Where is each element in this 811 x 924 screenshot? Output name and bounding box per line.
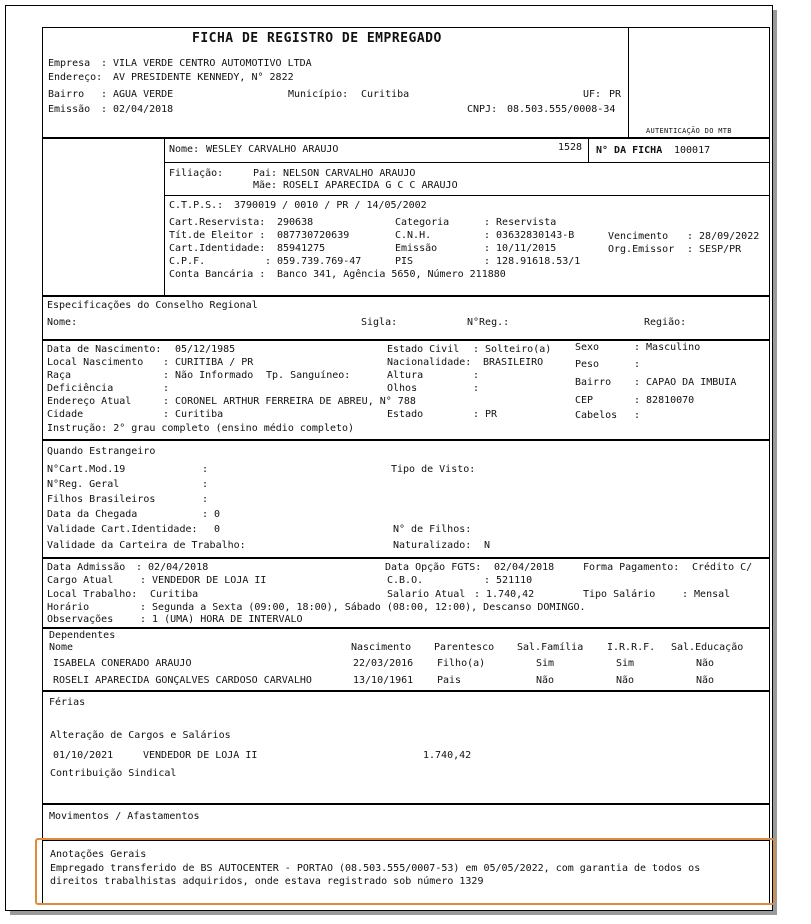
alteracao-cargo: VENDEDOR DE LOJA II [143, 750, 258, 761]
eleitor-label: Tít.de Eleitor : [169, 230, 266, 241]
auth-divider [628, 27, 629, 138]
sexo-value: : Masculino [634, 342, 701, 353]
orgao-value: : SESP/PR [687, 244, 742, 255]
deficiencia-value: : [163, 383, 170, 394]
estrangeiro-heading: Quando Estrangeiro [47, 446, 156, 457]
filiacao-row-line [164, 195, 770, 196]
chegada-value: : 0 [202, 509, 221, 520]
endereco-atual-label: Endereço Atual [47, 396, 132, 407]
validade-ident-label: Validade Cart.Identidade: [47, 524, 198, 535]
salario-value: : 1.740,42 [474, 589, 535, 600]
pai-value: NELSON CARVALHO ARAUJO [283, 168, 416, 179]
olhos-value: : [473, 383, 480, 394]
pis-label: PIS [395, 256, 414, 267]
anotacoes-line-1: Empregado transferido de BS AUTOCENTER - PORTAO (08.503.555/0007-53) em 05/05/2022, com garantia de todos os [50, 863, 701, 874]
obs-value: : 1 (UMA) HORA DE INTERVALO [140, 614, 303, 625]
vencimento-label: Vencimento [608, 231, 669, 242]
filhos-br-value: : [202, 494, 209, 505]
estado-civil-value: : Solteiro(a) [473, 344, 552, 355]
categoria-value: : Reservista [484, 217, 557, 228]
local-trab-value: Curitiba [150, 589, 199, 600]
reg-geral-label: N°Reg. Geral [47, 479, 120, 490]
naturalizado-value: N [484, 540, 491, 551]
alteracao-heading: Alteração de Cargos e Salários [50, 730, 231, 741]
raca-value: : Não Informado [163, 370, 254, 381]
vencimento-value: : 28/09/2022 [687, 231, 760, 242]
doc-emissao-value: : 10/11/2015 [484, 243, 557, 254]
dep-header-irrf: I.R.R.F. [607, 642, 656, 653]
identidade-value: 85941275 [277, 243, 326, 254]
dep-row-1-irrf: Sim [616, 658, 635, 669]
altura-label: Altura [387, 370, 424, 381]
uf-label: UF: [583, 89, 602, 100]
eleitor-value: 087730720639 [277, 230, 350, 241]
validade-ident-value: 0 [214, 524, 221, 535]
empresa-value: VILA VERDE CENTRO AUTOMOTIVO LTDA [113, 58, 312, 69]
cidade-value: : Curitiba [163, 409, 224, 420]
obs-label: Observações [47, 614, 114, 625]
local-nasc-label: Local Nascimento [47, 357, 144, 368]
contribuicao-heading: Contribuição Sindical [50, 768, 177, 779]
empresa-colon: : [101, 58, 108, 69]
opcao-fgts-label: Data Opção FGTS: [385, 562, 482, 573]
dep-row-2-sal-familia: Não [536, 675, 555, 686]
pis-value: : 128.91618.53/1 [484, 256, 581, 267]
mae-label: Mãe: [253, 180, 278, 191]
banco-value: Banco 341, Agência 5650, Número 211880 [277, 269, 506, 280]
municipio-value: Curitiba [361, 89, 410, 100]
orgao-label: Org.Emissor [608, 244, 675, 255]
horario-label: Horário [47, 602, 90, 613]
nacionalidade-value: BRASILEIRO [483, 357, 544, 368]
nome-value: WESLEY CARVALHO ARAUJO [206, 144, 339, 155]
num-filhos-label: N° de Filhos: [393, 524, 472, 535]
tipo-salario-label: Tipo Salário [583, 589, 656, 600]
raca-label: Raça [47, 370, 72, 381]
sanguineo-label: Tp. Sanguíneo: [266, 370, 351, 381]
pagamento-label: Forma Pagamento: [583, 562, 680, 573]
cargo-value: : VENDEDOR DE LOJA II [140, 575, 267, 586]
emissao-value: 02/04/2018 [113, 104, 174, 115]
dep-row-2-nascimento: 13/10/1961 [353, 675, 414, 686]
municipio-label: Município: [288, 89, 349, 100]
dependentes-heading: Dependentes [49, 630, 116, 641]
bairro-value: AGUA VERDE [113, 89, 174, 100]
pessoal-bairro-label: Bairro [575, 377, 612, 388]
cabelos-label: Cabelos [575, 410, 618, 421]
cart-mod-value: : [202, 464, 209, 475]
local-nasc-value: : CURITIBA / PR [163, 357, 254, 368]
emissao-label: Emissão [48, 104, 91, 115]
admissao-value: : 02/04/2018 [136, 562, 209, 573]
endereco-value: AV PRESIDENTE KENNEDY, N° 2822 [113, 72, 294, 83]
cnh-label: C.N.H. [395, 230, 432, 241]
reservista-value: 290638 [277, 217, 314, 228]
dep-row-1-sal-familia: Sim [536, 658, 555, 669]
conselho-heading: Especificações do Conselho Regional [47, 300, 258, 311]
chegada-label: Data da Chegada [47, 509, 138, 520]
naturalizado-label: Naturalizado: [393, 540, 472, 551]
dep-row-1-nascimento: 22/03/2016 [353, 658, 414, 669]
dep-row-2-nome: ROSELI APARECIDA GONÇALVES CARDOSO CARVALHO [53, 675, 312, 686]
conselho-sigla-label: Sigla: [361, 317, 398, 328]
endereco-atual-value: : CORONEL ARTHUR FERREIRA DE ABREU, N° 788 [163, 396, 416, 407]
dep-row-1-parentesco: Filho(a) [437, 658, 486, 669]
cep-label: CEP [575, 395, 594, 406]
anotacoes-heading: Anotações Gerais [50, 849, 147, 860]
dep-header-nascimento: Nascimento [351, 642, 412, 653]
categoria-label: Categoria [395, 217, 450, 228]
dep-row-2-sal-educacao: Não [696, 675, 715, 686]
cnpj-label: CNPJ: [467, 104, 498, 115]
peso-label: Peso [575, 359, 600, 370]
banco-label: Conta Bancária : [169, 269, 266, 280]
cbo-label: C.B.O. [387, 575, 424, 586]
employee-code: 1528 [558, 142, 583, 153]
cidade-label: Cidade [47, 409, 84, 420]
anotacoes-line-2: direitos trabalhistas adquiridos, onde estava registrado sob número 1329 [50, 876, 484, 887]
ficha-divider [588, 138, 589, 162]
ctps-label: C.T.P.S.: [169, 200, 224, 211]
pessoal-bairro-value: : CAPAO DA IMBUIA [634, 377, 737, 388]
dep-header-sal-educacao: Sal.Educação [671, 642, 744, 653]
conselho-nreg-label: N°Reg.: [467, 317, 510, 328]
cart-mod-label: N°Cart.Mod.19 [47, 464, 126, 475]
estado-value: : PR [473, 409, 498, 420]
form-title: FICHA DE REGISTRO DE EMPREGADO [192, 31, 442, 46]
deficiencia-label: Deficiência [47, 383, 114, 394]
peso-value: : [634, 359, 641, 370]
cabelos-value: : [634, 410, 641, 421]
ferias-heading: Férias [49, 697, 86, 708]
dep-header-parentesco: Parentesco [434, 642, 495, 653]
mae-value: ROSELI APARECIDA G C C ARAUJO [283, 180, 458, 191]
ficha-label: N° DA FICHA [596, 145, 663, 156]
cargo-label: Cargo Atual [47, 575, 114, 586]
estado-label: Estado [387, 409, 424, 420]
estado-civil-label: Estado Civil [387, 344, 460, 355]
conselho-regiao-label: Região: [644, 317, 687, 328]
pagamento-value: Crédito C/ [692, 562, 753, 573]
uf-value: PR [609, 89, 622, 100]
cbo-value: : 521110 [484, 575, 533, 586]
alteracao-data: 01/10/2021 [53, 750, 114, 761]
doc-emissao-label: Emissão [395, 243, 438, 254]
pai-label: Pai: [253, 168, 278, 179]
olhos-label: Olhos [387, 383, 418, 394]
autenticacao-label: AUTENTICAÇÃO DO MTB [646, 127, 732, 135]
tipo-salario-value: : Mensal [682, 589, 731, 600]
validade-ctps-label: Validade da Carteira de Trabalho: [47, 540, 246, 551]
bairro-colon: : [101, 89, 108, 100]
ficha-value: 100017 [674, 145, 711, 156]
altura-value: : [473, 370, 480, 381]
dep-header-sal-familia: Sal.Família [517, 642, 584, 653]
salario-label: Salario Atual [387, 589, 466, 600]
name-row-line [164, 162, 770, 163]
reservista-label: Cart.Reservista: [169, 217, 266, 228]
sexo-label: Sexo [575, 342, 600, 353]
nacionalidade-label: Nacionalidade: [387, 357, 472, 368]
visto-label: Tipo de Visto: [391, 464, 476, 475]
local-trab-label: Local Trabalho: [47, 589, 138, 600]
conselho-nome-label: Nome: [47, 317, 78, 328]
cnh-value: : 03632830143-B [484, 230, 575, 241]
reg-geral-value: : [202, 479, 209, 490]
bairro-label: Bairro [48, 89, 85, 100]
cpf-value: : 059.739.769-47 [265, 256, 362, 267]
admissao-label: Data Admissão [47, 562, 126, 573]
filiacao-label: Filiação: [169, 168, 224, 179]
filhos-br-label: Filhos Brasileiros [47, 494, 156, 505]
dep-header-nome: Nome [49, 642, 74, 653]
movimentos-heading: Movimentos / Afastamentos [49, 811, 200, 822]
cnpj-value: 08.503.555/0008-34 [507, 104, 616, 115]
dep-row-1-nome: ISABELA CONERADO ARAUJO [53, 658, 192, 669]
dep-row-2-parentesco: Pais [437, 675, 462, 686]
dep-row-2-irrf: Não [616, 675, 635, 686]
ctps-value: 3790019 / 0010 / PR / 14/05/2002 [234, 200, 427, 211]
endereco-label: Endereço: [48, 72, 103, 83]
historico-box [42, 691, 770, 804]
nascimento-label: Data de Nascimento: [47, 344, 162, 355]
opcao-fgts-value: 02/04/2018 [494, 562, 555, 573]
cep-value: : 82810070 [634, 395, 695, 406]
identidade-label: Cart.Identidade: [169, 243, 266, 254]
empresa-label: Empresa [48, 58, 91, 69]
cpf-label: C.P.F. [169, 256, 206, 267]
nascimento-value: 05/12/1985 [175, 344, 236, 355]
dep-row-1-sal-educacao: Não [696, 658, 715, 669]
instrucao-text: Instrução: 2° grau completo (ensino médio completo) [47, 423, 355, 434]
alteracao-salario: 1.740,42 [423, 750, 472, 761]
horario-value: : Segunda a Sexta (09:00, 18:00), Sábado (08:00, 12:00), Descanso DOMINGO. [140, 602, 586, 613]
nome-label: Nome: [169, 144, 200, 155]
emissao-colon: : [101, 104, 108, 115]
